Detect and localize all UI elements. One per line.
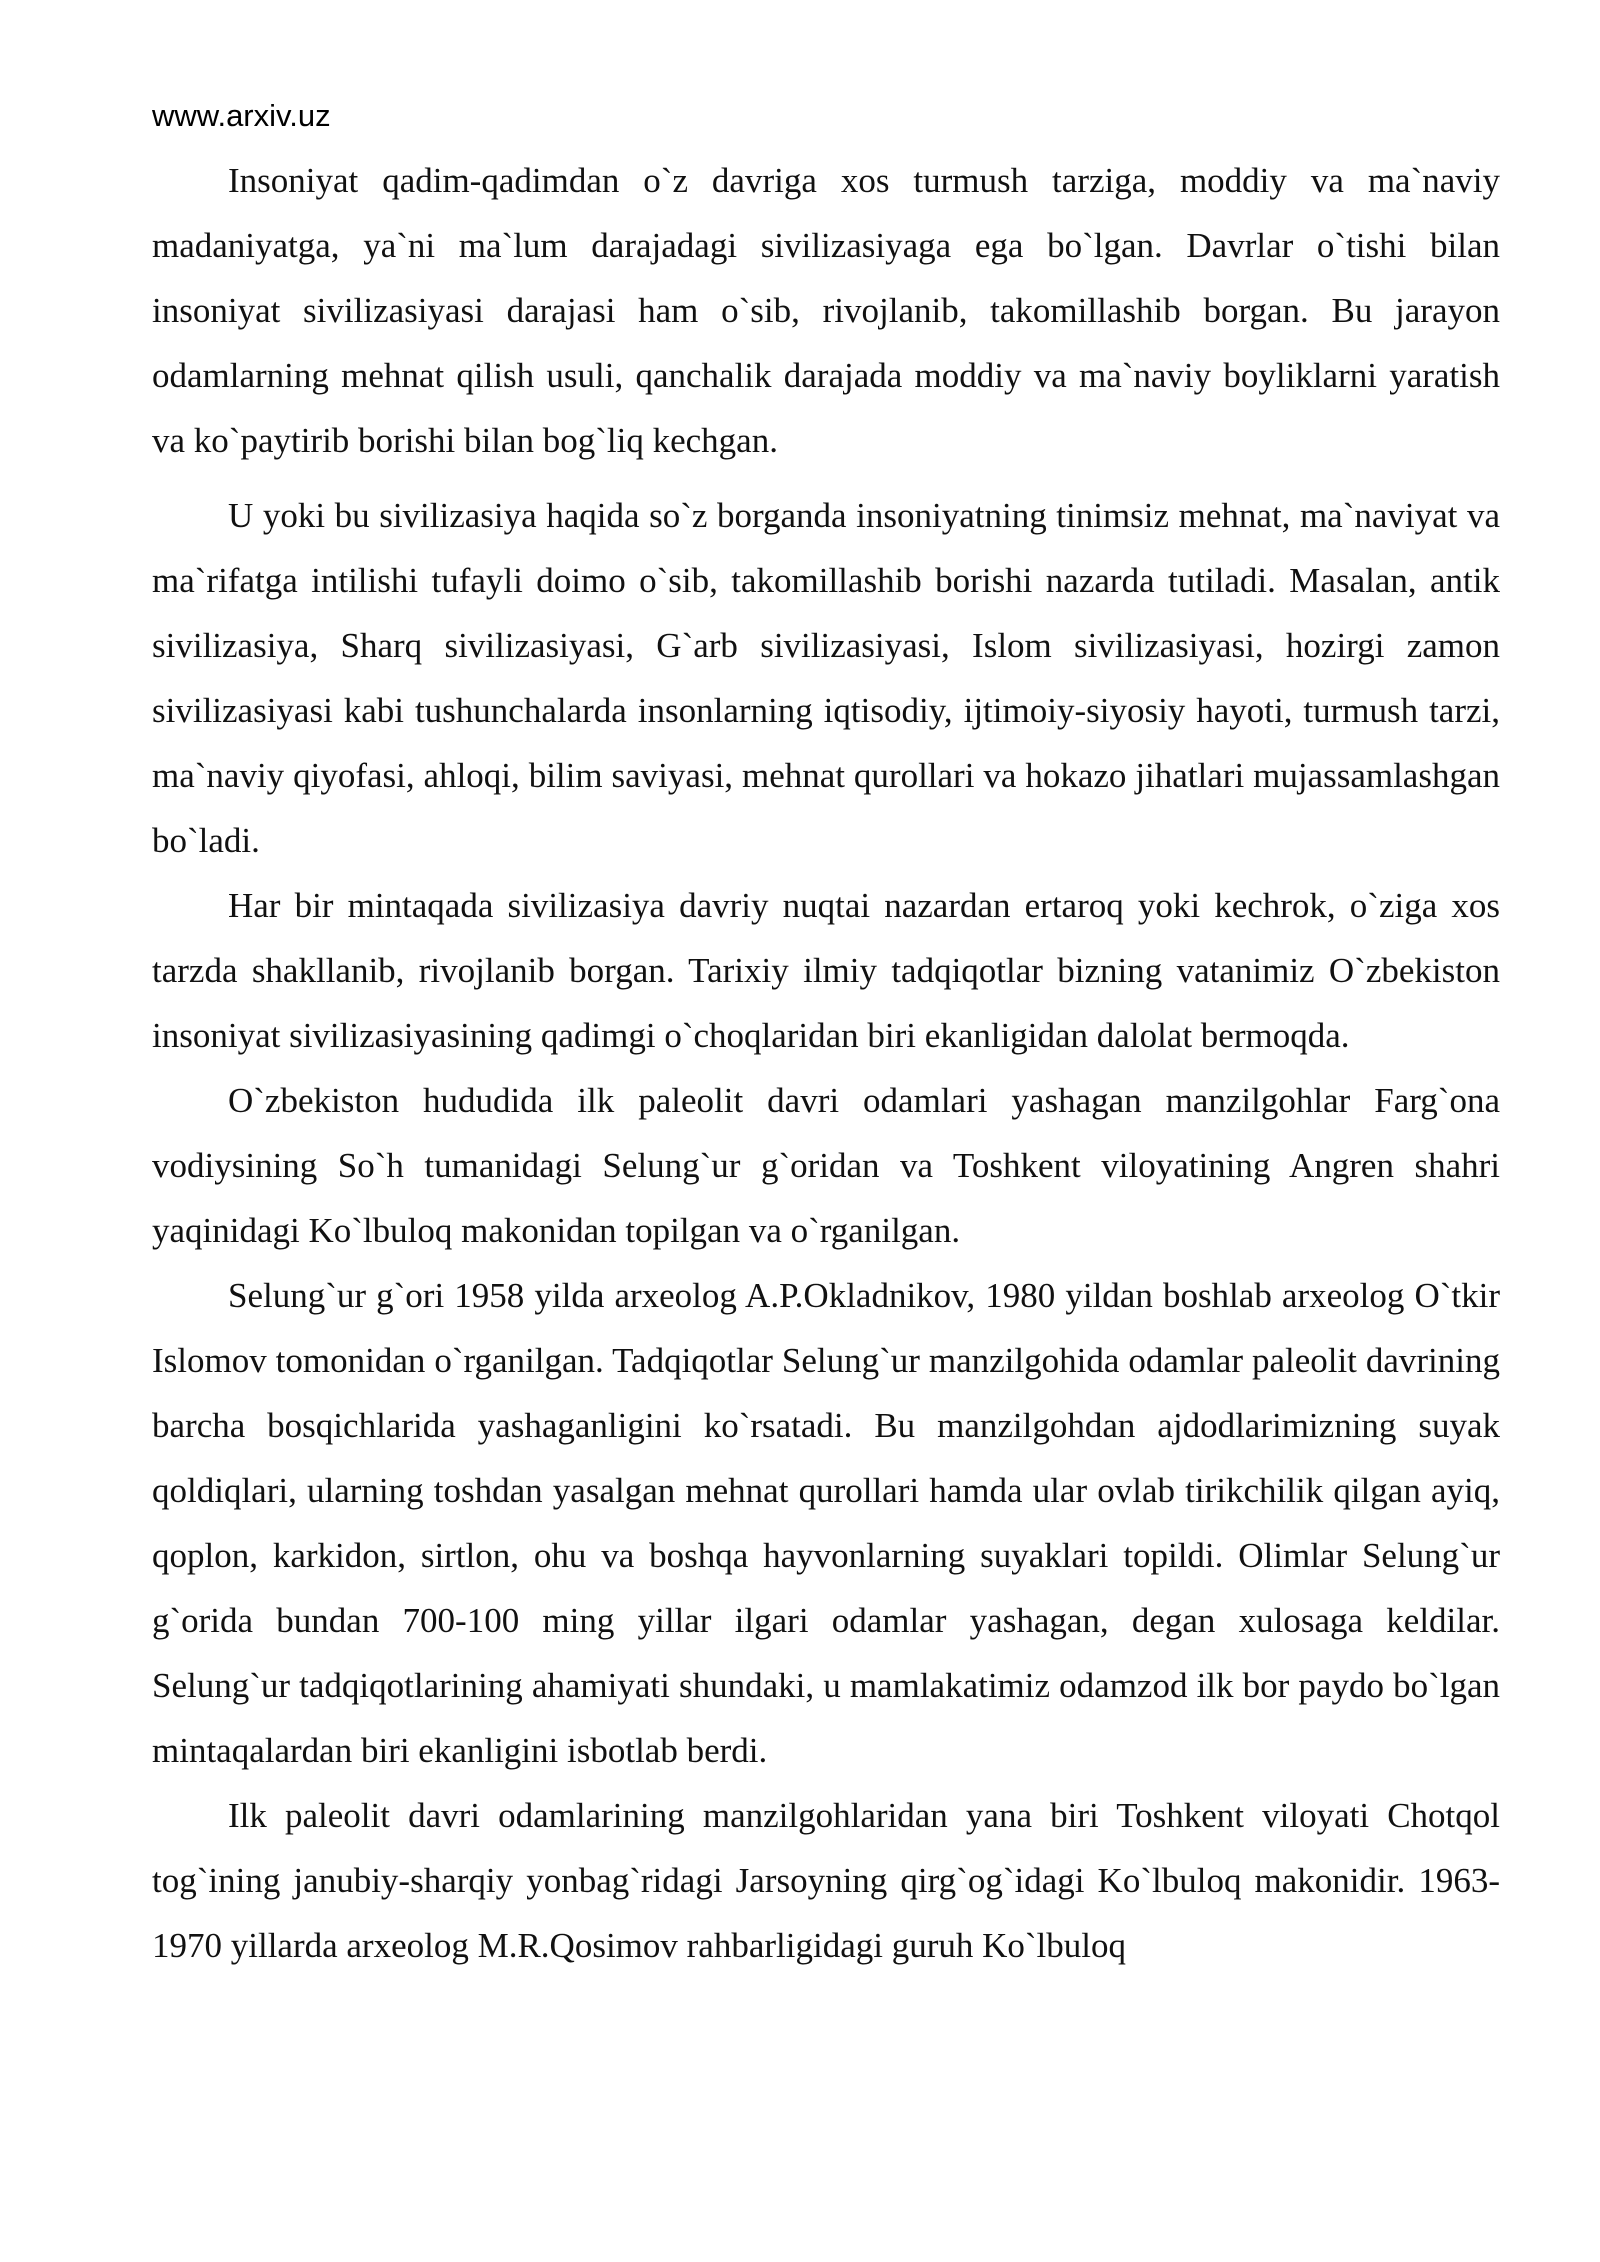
- source-url: www.arxiv.uz: [152, 98, 331, 133]
- document-body: [152, 148, 1500, 1978]
- paragraph-regional-development: Har bir mintaqada sivilizasiya davriy nuqtai nazardan ertaroq yoki kechrok, o`ziga xos tarzda shakllanib, rivojlanib borgan. Tarixiy ilmiy tadqiqotlar bizning vatanimiz O`zbekiston insoniyat sivilizasiyasining qadimgi o`choqlaridan biri ekanligidan dalolat bermoqda.: [152, 886, 1500, 1055]
- paragraph-civilization-origins: Insoniyat qadim-qadimdan o`z davriga xos turmush tarziga, moddiy va ma`naviy madaniyatga, ya`ni ma`lum darajadagi sivilizasiyaga ega bo`lgan. Davrlar o`tishi bilan insoniyat sivilizasiyasi darajasi ham o`sib, rivojlanib, takomillashib borgan. Bu jarayon odamlarning mehnat qilish usuli, qanchalik darajada moddiy va ma`naviy boyliklarni yaratish va ko`paytirib borishi bilan bog`liq kechgan.: [152, 161, 1500, 460]
- paragraph-kolbuloq-site: Ilk paleolit davri odamlarining manzilgohlaridan yana biri Toshkent viloyati Chotqol tog`ining janubiy-sharqiy yonbag`ridagi Jarsoyning qirg`og`idagi Ko`lbuloq makonidir. 1963-1970 yillarda arxeolog M.R.Qosimov rahbarligidagi guruh Ko`lbuloq: [152, 1796, 1500, 1965]
- paragraph-selungur-cave: Selung`ur g`ori 1958 yilda arxeolog A.P.Okladnikov, 1980 yildan boshlab arxeolog O`tkir Islomov tomonidan o`rganilgan. Tadqiqotlar Selung`ur manzilgohida odamlar paleolit davrining barcha bosqichlarida yashaganligini ko`rsatadi. Bu manzilgohdan ajdodlarimizning suyak qoldiqlari, ularning toshdan yasalgan mehnat qurollari hamda ular ovlab tirikchilik qilgan ayiq, qoplon, karkidon, sirtlon, ohu va boshqa hayvonlarning suyaklari topildi. Olimlar Selung`ur g`orida bundan 700-100 ming yillar ilgari odamlar yashagan, degan xulosaga keldilar. Selung`ur tadqiqotlarining ahamiyati shundaki, u mamlakatimiz odamzod ilk bor paydo bo`lgan mintaqalardan biri ekanligini isbotlab berdi.: [152, 1276, 1500, 1770]
- paragraph-paleolithic-sites: O`zbekiston hududida ilk paleolit davri odamlari yashagan manzilgohlar Farg`ona vodiysining So`h tumanidagi Selung`ur g`oridan va Toshkent viloyatining Angren shahri yaqinidagi Ko`lbuloq makonidan topilgan va o`rganilgan.: [152, 1081, 1500, 1250]
- paragraph-civilization-types: U yoki bu sivilizasiya haqida so`z borganda insoniyatning tinimsiz mehnat, ma`naviyat va ma`rifatga intilishi tufayli doimo o`sib, takomillashib borishi nazarda tutiladi. Masalan, antik sivilizasiya, Sharq sivilizasiyasi, G`arb sivilizasiyasi, Islom sivilizasiyasi, hozirgi zamon sivilizasiyasi kabi tushunchalarda insonlarning iqtisodiy, ijtimoiy-siyosiy hayoti, turmush tarzi, ma`naviy qiyofasi, ahloqi, bilim saviyasi, mehnat qurollari va hokazo jihatlari mujassamlashgan bo`ladi.: [152, 496, 1500, 860]
